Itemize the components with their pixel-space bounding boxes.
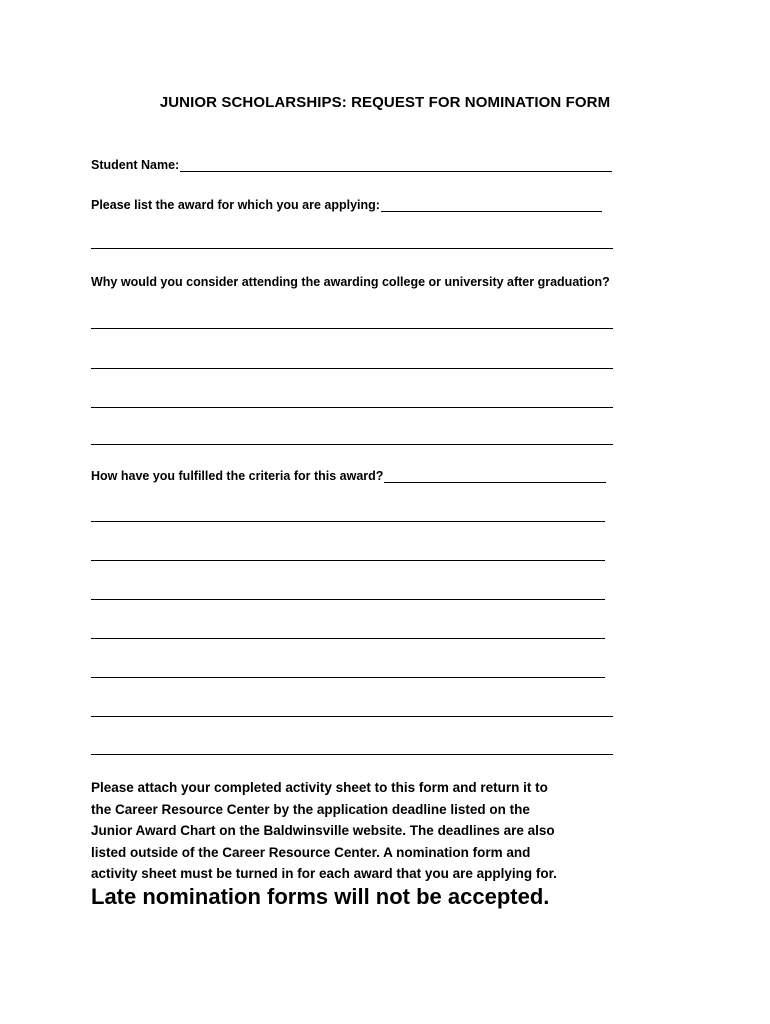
criteria-answer-line[interactable] [91, 677, 605, 678]
criteria-answer-line[interactable] [91, 716, 613, 717]
late-notice: Late nomination forms will not be accepted. [91, 884, 550, 909]
award-field[interactable] [381, 198, 602, 212]
award-continuation-line[interactable] [91, 248, 613, 249]
criteria-answer-line[interactable] [91, 599, 605, 600]
question-attend: Why would you consider attending the awarding college or university after graduation? [91, 275, 610, 289]
student-name-label: Student Name: [91, 158, 180, 172]
instructions-line: listed outside of the Career Resource Center. A nomination form and [91, 844, 531, 860]
criteria-answer-line[interactable] [91, 638, 605, 639]
award-label: Please list the award for which you are applying: [91, 198, 380, 212]
instructions-paragraph [91, 777, 631, 885]
form-title: JUNIOR SCHOLARSHIPS: REQUEST FOR NOMINATION FORM [159, 94, 611, 111]
attend-answer-line[interactable] [91, 328, 613, 329]
student-name-field[interactable] [180, 158, 612, 172]
student-name-row [91, 158, 612, 172]
instructions-line: the Career Resource Center by the application deadline listed on the [91, 801, 530, 817]
criteria-row [91, 469, 606, 483]
criteria-inline-field[interactable] [384, 469, 606, 483]
instructions-line: Junior Award Chart on the Baldwinsville website. The deadlines are also [91, 823, 555, 839]
criteria-answer-line[interactable] [91, 754, 613, 755]
attend-answer-line[interactable] [91, 368, 613, 369]
question-criteria: How have you fulfilled the criteria for this award? [91, 469, 384, 483]
instructions-line: Please attach your completed activity sheet to this form and return it to [91, 780, 548, 795]
attend-answer-line[interactable] [91, 407, 613, 408]
attend-answer-line[interactable] [91, 444, 613, 445]
instructions-line: activity sheet must be turned in for each award that you are applying for. [91, 866, 557, 882]
criteria-answer-line[interactable] [91, 560, 605, 561]
award-row [91, 198, 602, 212]
criteria-answer-line[interactable] [91, 521, 605, 522]
